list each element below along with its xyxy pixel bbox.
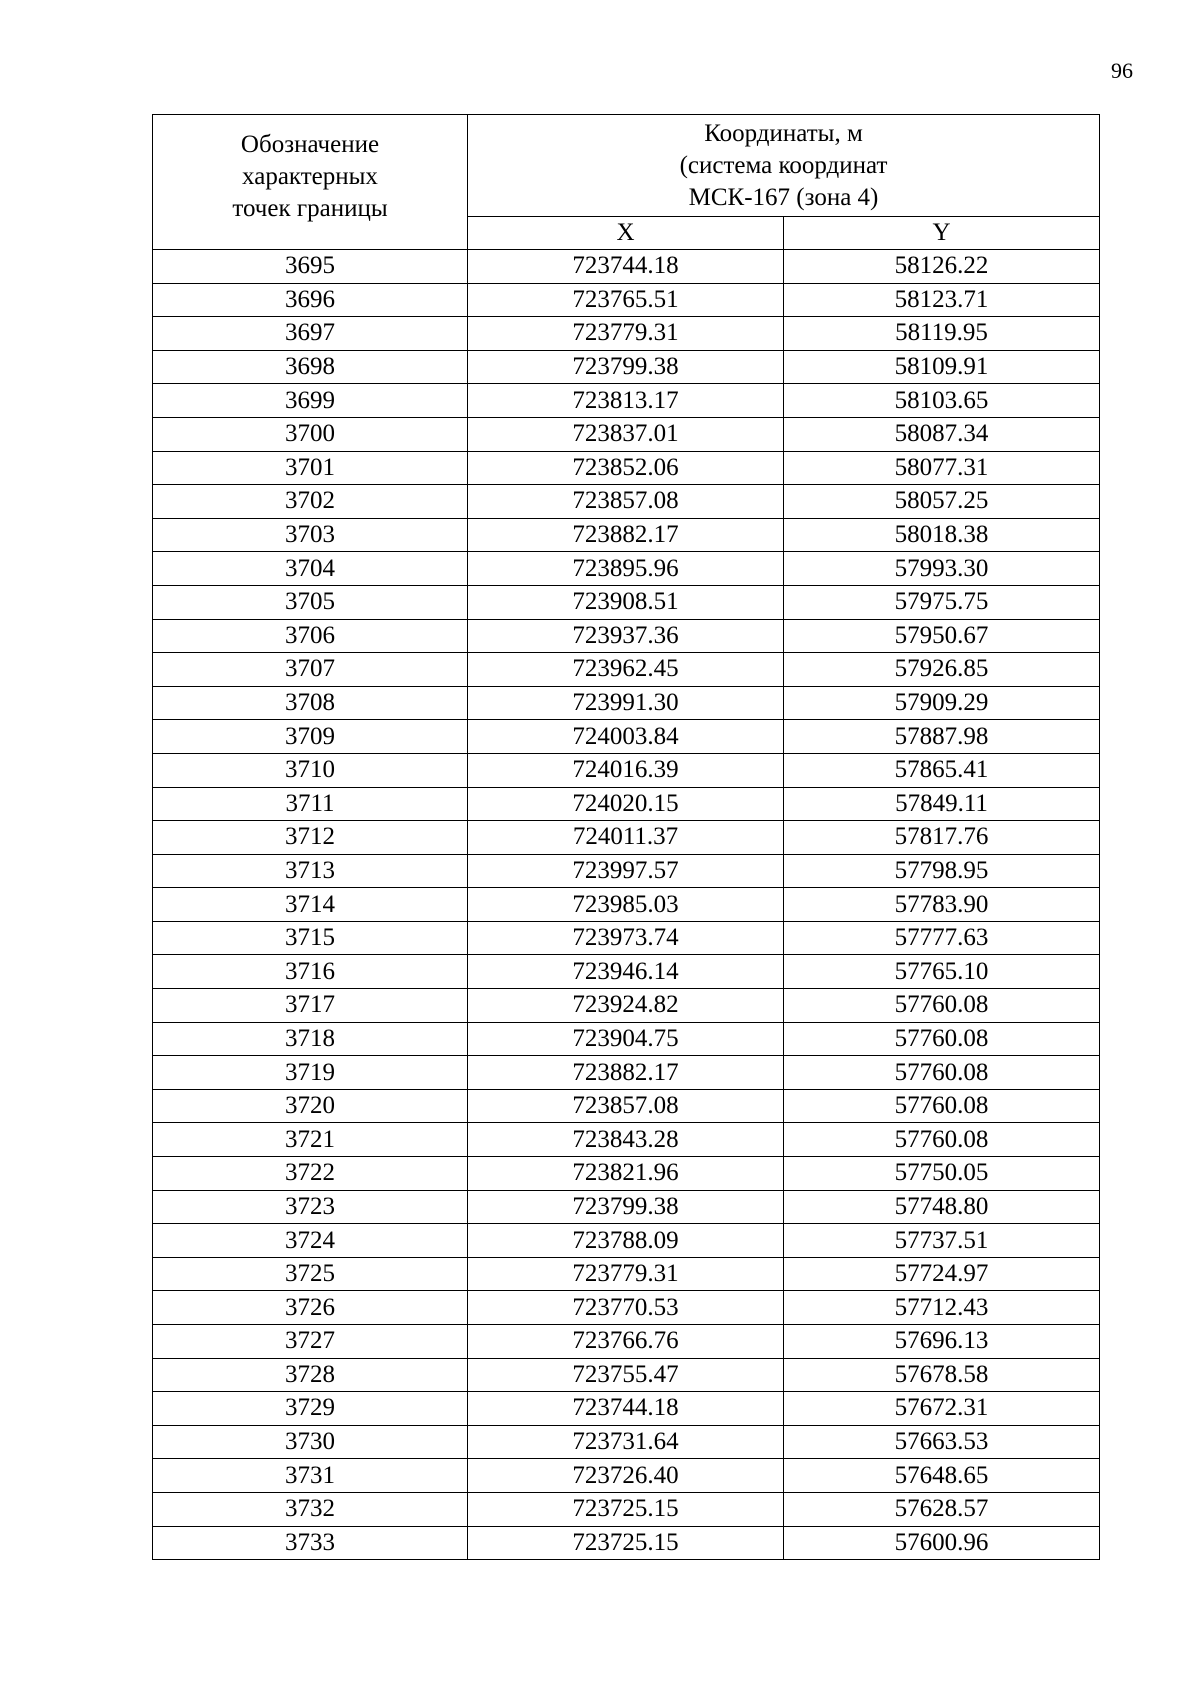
header-line: Обозначение (240, 131, 380, 158)
table-row (153, 854, 1100, 888)
y-coordinate-cell: 57600.96 (784, 1526, 1100, 1560)
point-cell: 3697 (153, 317, 468, 351)
x-coordinate-cell: 724016.39 (468, 753, 784, 787)
coordinates-header (468, 115, 1100, 217)
table-row (153, 1056, 1100, 1090)
table-row (153, 720, 1100, 754)
y-coordinate-cell: 57798.95 (784, 854, 1100, 888)
point-cell: 3699 (153, 384, 468, 418)
table-row (153, 955, 1100, 989)
y-coordinate-cell: 57712.43 (784, 1291, 1100, 1325)
x-coordinate-cell: 723962.45 (468, 653, 784, 687)
point-cell: 3703 (153, 518, 468, 552)
y-coordinate-cell: 57750.05 (784, 1157, 1100, 1191)
y-coordinate-cell: 58126.22 (784, 250, 1100, 284)
point-cell: 3702 (153, 485, 468, 519)
table-row (153, 653, 1100, 687)
y-coordinate-cell: 57909.29 (784, 686, 1100, 720)
table-row (153, 552, 1100, 586)
x-coordinate-cell: 723725.15 (468, 1526, 784, 1560)
header-line: характерных (242, 163, 378, 190)
table-row (153, 1425, 1100, 1459)
table-row (153, 1492, 1100, 1526)
table-row (153, 384, 1100, 418)
header-line: точек границы (232, 195, 388, 222)
coordinates-table (152, 114, 1100, 1560)
x-coordinate-cell: 723852.06 (468, 451, 784, 485)
y-column-header: Y (784, 217, 1100, 250)
y-coordinate-cell: 57975.75 (784, 585, 1100, 619)
x-coordinate-cell: 723973.74 (468, 921, 784, 955)
point-cell: 3700 (153, 417, 468, 451)
point-cell: 3718 (153, 1022, 468, 1056)
table-row (153, 1392, 1100, 1426)
y-coordinate-cell: 58087.34 (784, 417, 1100, 451)
x-coordinate-cell: 724011.37 (468, 821, 784, 855)
x-coordinate-cell: 723766.76 (468, 1325, 784, 1359)
y-coordinate-cell: 57777.63 (784, 921, 1100, 955)
x-coordinate-cell: 723744.18 (468, 250, 784, 284)
y-coordinate-cell: 58109.91 (784, 350, 1100, 384)
table-row (153, 1089, 1100, 1123)
table-row (153, 1123, 1100, 1157)
y-coordinate-cell: 57817.76 (784, 821, 1100, 855)
y-coordinate-cell: 57678.58 (784, 1358, 1100, 1392)
y-coordinate-cell: 57628.57 (784, 1492, 1100, 1526)
point-cell: 3714 (153, 888, 468, 922)
header-line: МСК-167 (зона 4) (688, 183, 879, 211)
point-cell: 3711 (153, 787, 468, 821)
point-cell: 3732 (153, 1492, 468, 1526)
point-cell: 3726 (153, 1291, 468, 1325)
point-cell: 3721 (153, 1123, 468, 1157)
point-cell: 3707 (153, 653, 468, 687)
point-cell: 3733 (153, 1526, 468, 1560)
point-cell: 3728 (153, 1358, 468, 1392)
table-row (153, 1325, 1100, 1359)
point-cell: 3730 (153, 1425, 468, 1459)
x-coordinate-cell: 723731.64 (468, 1425, 784, 1459)
y-coordinate-cell: 57783.90 (784, 888, 1100, 922)
table-row (153, 250, 1100, 284)
y-coordinate-cell: 57760.08 (784, 989, 1100, 1023)
table-row (153, 787, 1100, 821)
y-coordinate-cell: 57993.30 (784, 552, 1100, 586)
x-coordinate-cell: 723857.08 (468, 1089, 784, 1123)
table-row (153, 1526, 1100, 1560)
y-coordinate-cell: 57737.51 (784, 1224, 1100, 1258)
x-coordinate-cell: 723908.51 (468, 585, 784, 619)
x-coordinate-cell: 723857.08 (468, 485, 784, 519)
x-coordinate-cell: 723991.30 (468, 686, 784, 720)
x-coordinate-cell: 723882.17 (468, 518, 784, 552)
y-coordinate-cell: 57760.08 (784, 1089, 1100, 1123)
x-column-header: X (468, 217, 784, 250)
point-cell: 3695 (153, 250, 468, 284)
table-row (153, 1190, 1100, 1224)
point-cell: 3719 (153, 1056, 468, 1090)
x-coordinate-cell: 723997.57 (468, 854, 784, 888)
point-cell: 3727 (153, 1325, 468, 1359)
point-designation-header (153, 115, 468, 250)
x-coordinate-cell: 723904.75 (468, 1022, 784, 1056)
x-coordinate-cell: 723924.82 (468, 989, 784, 1023)
table-row (153, 619, 1100, 653)
table-row (153, 1358, 1100, 1392)
point-cell: 3712 (153, 821, 468, 855)
x-coordinate-cell: 723755.47 (468, 1358, 784, 1392)
y-coordinate-cell: 57849.11 (784, 787, 1100, 821)
table-row (153, 686, 1100, 720)
x-coordinate-cell: 723744.18 (468, 1392, 784, 1426)
y-coordinate-cell: 57663.53 (784, 1425, 1100, 1459)
point-cell: 3704 (153, 552, 468, 586)
y-coordinate-cell: 57648.65 (784, 1459, 1100, 1493)
y-coordinate-cell: 57865.41 (784, 753, 1100, 787)
point-cell: 3715 (153, 921, 468, 955)
table-row (153, 821, 1100, 855)
y-coordinate-cell: 57748.80 (784, 1190, 1100, 1224)
table-body (153, 250, 1100, 1560)
point-cell: 3696 (153, 283, 468, 317)
table-row (153, 921, 1100, 955)
table-row (153, 1291, 1100, 1325)
table-row (153, 451, 1100, 485)
y-coordinate-cell: 58103.65 (784, 384, 1100, 418)
y-coordinate-cell: 57760.08 (784, 1056, 1100, 1090)
y-coordinate-cell: 57760.08 (784, 1123, 1100, 1157)
y-coordinate-cell: 57724.97 (784, 1257, 1100, 1291)
x-coordinate-cell: 723843.28 (468, 1123, 784, 1157)
table-row (153, 350, 1100, 384)
x-coordinate-cell: 723779.31 (468, 317, 784, 351)
table-row (153, 1157, 1100, 1191)
table-row (153, 317, 1100, 351)
table-row (153, 283, 1100, 317)
y-coordinate-cell: 58018.38 (784, 518, 1100, 552)
table-row (153, 417, 1100, 451)
point-cell: 3731 (153, 1459, 468, 1493)
table-row (153, 1257, 1100, 1291)
x-coordinate-cell: 723882.17 (468, 1056, 784, 1090)
y-coordinate-cell: 57760.08 (784, 1022, 1100, 1056)
x-coordinate-cell: 724020.15 (468, 787, 784, 821)
x-coordinate-cell: 723788.09 (468, 1224, 784, 1258)
x-coordinate-cell: 723779.31 (468, 1257, 784, 1291)
x-coordinate-cell: 723813.17 (468, 384, 784, 418)
header-line: (система координат (679, 151, 888, 179)
x-coordinate-cell: 724003.84 (468, 720, 784, 754)
x-coordinate-cell: 723946.14 (468, 955, 784, 989)
x-coordinate-cell: 723799.38 (468, 350, 784, 384)
point-cell: 3706 (153, 619, 468, 653)
table-row (153, 888, 1100, 922)
table-row (153, 1224, 1100, 1258)
y-coordinate-cell: 57950.67 (784, 619, 1100, 653)
x-coordinate-cell: 723837.01 (468, 417, 784, 451)
point-cell: 3725 (153, 1257, 468, 1291)
y-coordinate-cell: 58077.31 (784, 451, 1100, 485)
x-coordinate-cell: 723821.96 (468, 1157, 784, 1191)
y-coordinate-cell: 57926.85 (784, 653, 1100, 687)
y-coordinate-cell: 58119.95 (784, 317, 1100, 351)
point-cell: 3713 (153, 854, 468, 888)
y-coordinate-cell: 58123.71 (784, 283, 1100, 317)
x-coordinate-cell: 723985.03 (468, 888, 784, 922)
point-cell: 3701 (153, 451, 468, 485)
table-row (153, 753, 1100, 787)
x-coordinate-cell: 723725.15 (468, 1492, 784, 1526)
table-row (153, 518, 1100, 552)
point-cell: 3698 (153, 350, 468, 384)
y-coordinate-cell: 57696.13 (784, 1325, 1100, 1359)
point-cell: 3720 (153, 1089, 468, 1123)
table-row (153, 485, 1100, 519)
x-coordinate-cell: 723770.53 (468, 1291, 784, 1325)
y-coordinate-cell: 57887.98 (784, 720, 1100, 754)
y-coordinate-cell: 57672.31 (784, 1392, 1100, 1426)
table-row (153, 1459, 1100, 1493)
header-line: Координаты, м (704, 119, 863, 147)
x-coordinate-cell: 723726.40 (468, 1459, 784, 1493)
point-cell: 3710 (153, 753, 468, 787)
y-coordinate-cell: 58057.25 (784, 485, 1100, 519)
x-coordinate-cell: 723799.38 (468, 1190, 784, 1224)
x-coordinate-cell: 723765.51 (468, 283, 784, 317)
table-row (153, 585, 1100, 619)
point-cell: 3729 (153, 1392, 468, 1426)
point-cell: 3724 (153, 1224, 468, 1258)
table-row (153, 989, 1100, 1023)
point-cell: 3705 (153, 585, 468, 619)
page-number: 96 (1111, 58, 1133, 83)
x-coordinate-cell: 723937.36 (468, 619, 784, 653)
point-cell: 3717 (153, 989, 468, 1023)
point-cell: 3716 (153, 955, 468, 989)
x-coordinate-cell: 723895.96 (468, 552, 784, 586)
point-cell: 3723 (153, 1190, 468, 1224)
point-cell: 3709 (153, 720, 468, 754)
point-cell: 3722 (153, 1157, 468, 1191)
table-row (153, 1022, 1100, 1056)
point-cell: 3708 (153, 686, 468, 720)
table-header (153, 115, 1100, 250)
y-coordinate-cell: 57765.10 (784, 955, 1100, 989)
